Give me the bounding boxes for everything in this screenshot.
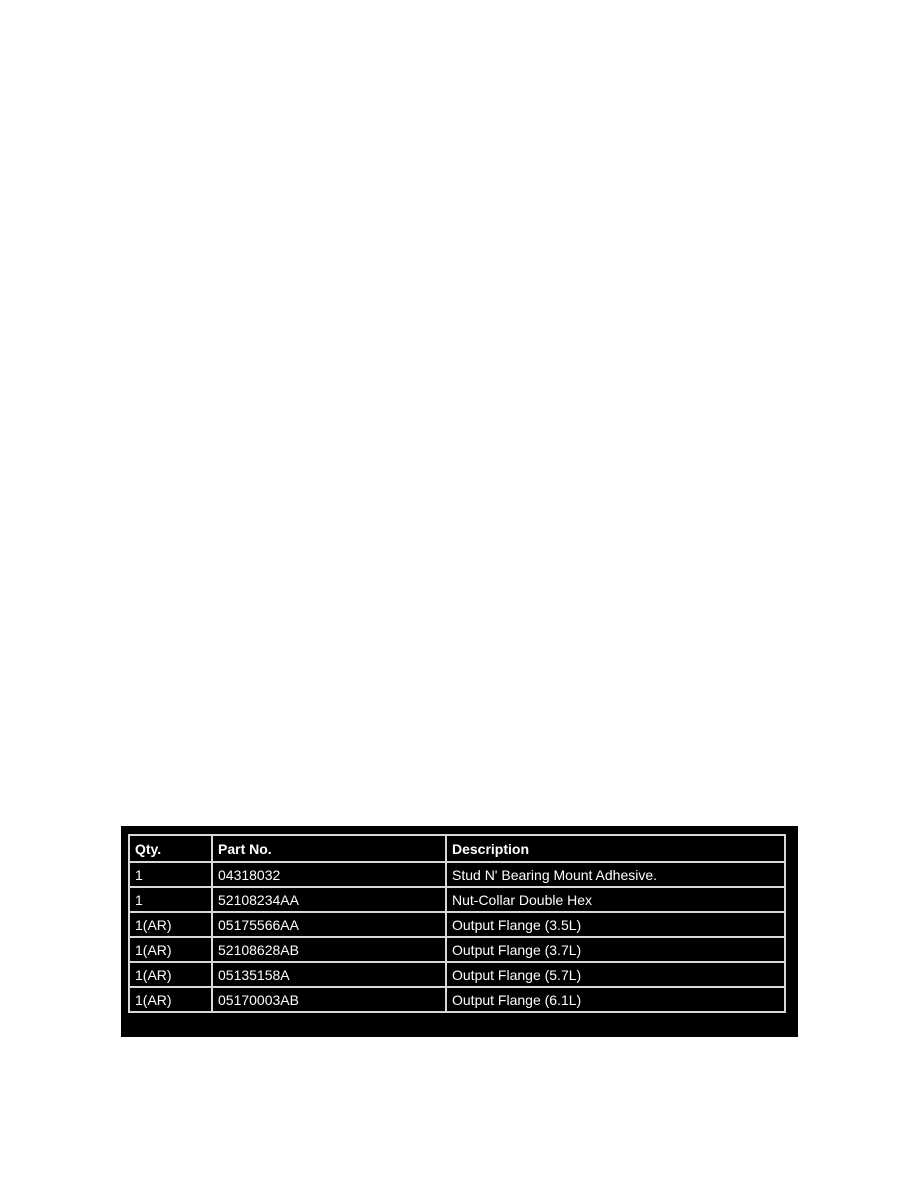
table-row [129,987,785,1012]
cell-description: Output Flange (3.7L) [446,937,785,962]
cell-qty: 1 [129,862,212,887]
cell-description: Stud N' Bearing Mount Adhesive. [446,862,785,887]
header-part-no: Part No. [212,835,446,862]
cell-qty: 1 [129,887,212,912]
parts-table [128,834,786,1013]
cell-part-no: 05170003AB [212,987,446,1012]
table-row [129,862,785,887]
cell-qty: 1(AR) [129,987,212,1012]
table-row [129,937,785,962]
cell-qty: 1(AR) [129,962,212,987]
cell-description: Output Flange (5.7L) [446,962,785,987]
table-header-row [129,835,785,862]
cell-qty: 1(AR) [129,912,212,937]
cell-qty: 1(AR) [129,937,212,962]
cell-part-no: 05175566AA [212,912,446,937]
cell-description: Output Flange (6.1L) [446,987,785,1012]
cell-description: Nut-Collar Double Hex [446,887,785,912]
cell-part-no: 52108628AB [212,937,446,962]
cell-part-no: 05135158A [212,962,446,987]
table-row [129,912,785,937]
cell-part-no: 04318032 [212,862,446,887]
cell-part-no: 52108234AA [212,887,446,912]
parts-table-panel [121,826,798,1037]
header-description: Description [446,835,785,862]
table-row [129,887,785,912]
table-row [129,962,785,987]
header-qty: Qty. [129,835,212,862]
cell-description: Output Flange (3.5L) [446,912,785,937]
